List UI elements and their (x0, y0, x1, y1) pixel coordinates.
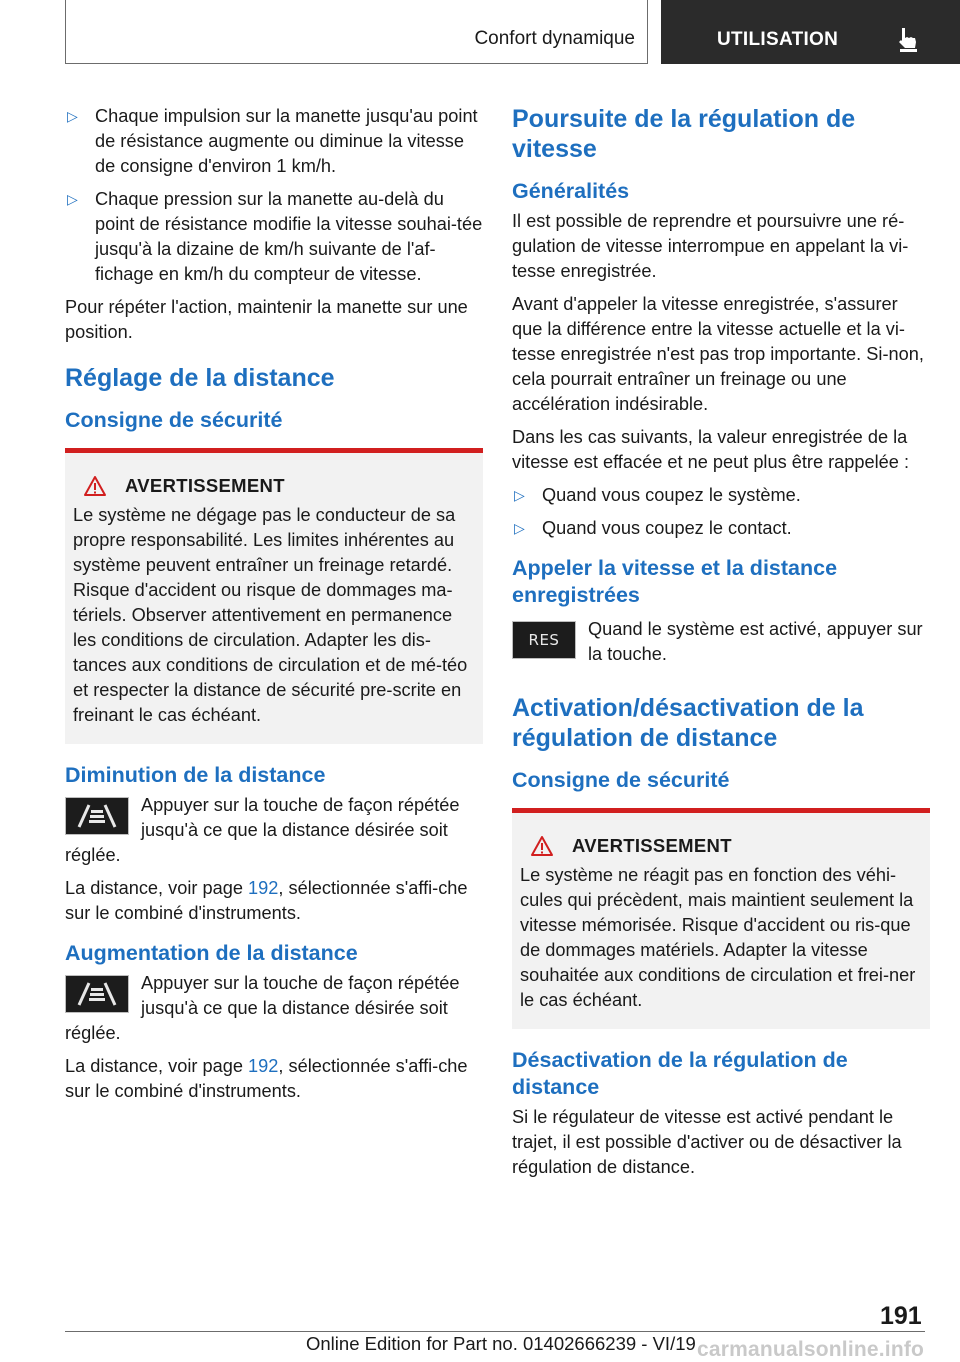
warning-text: Le système ne dégage pas le conducteur de sa propre responsabilité. Les limites inhérentes au système peuvent entraîner un freinage retardé. Risque d'accident ou risque de dommages ma-tériels. Observer attentivement en permanence les conditions de circulation. Adapter les dis-tances aux conditions de circulation et de mé-téo et respecter la distance de sécurité pre-scrite en freinant le cas échéant. (73, 505, 468, 725)
triangle-bullet-icon: ▷ (67, 191, 78, 207)
header-chapter-tab (661, 0, 960, 64)
warning-triangle-icon (530, 835, 554, 857)
general-text: Il est possible de reprendre et poursuivre une ré-gulation de vitesse interrompue en appelant la vi-tesse enregistrée. (512, 211, 909, 281)
list-item: ▷ Chaque pression sur la manette au-delà du point de résistance modifie la vitesse souhai-tée jusqu'à la dizaine de km/h suivante de l'af-fichage en km/h du compteur de vitesse. (67, 189, 483, 284)
increase-block (65, 971, 483, 1054)
warning-text: Le système ne réagit pas en fonction des véhi-cules qui précèdent, mais maintient seulement la vitesse mémorisée. Risque d'accident ou ris-que de dommages matériels. Adapter la vitesse souhaitée aux conditions de circulation et frei-ner le cas échéant. (520, 865, 916, 1010)
repeat-paragraph: Pour répéter l'action, maintenir la manette sur une position. (65, 297, 468, 342)
triangle-bullet-icon: ▷ (514, 487, 525, 503)
decrease-reference: La distance, voir page 192, sélectionnée s'affi-che sur le combiné d'instruments. (65, 878, 468, 923)
increase-text: Appuyer sur la touche de façon répétée jusqu'à ce que la distance désirée soit réglée. (65, 973, 460, 1043)
header-section-box (65, 0, 648, 64)
distance-road-icon (75, 981, 119, 1007)
list-item: ▷ Chaque impulsion sur la manette jusqu'au point de résistance augmente ou diminue la vitesse de consigne d'environ 1 km/h. (67, 106, 478, 176)
header-section-title: Confort dynamique (474, 28, 635, 49)
distance-key-button (65, 975, 129, 1013)
list-item: ▷ Quand vous coupez le contact. (512, 516, 930, 541)
cases-text: Dans les cas suivants, la valeur enregistrée de la vitesse est effacée et ne peut plus être rappelée : (512, 427, 910, 472)
triangle-bullet-icon: ▷ (514, 520, 525, 536)
triangle-bullet-icon: ▷ (67, 108, 78, 124)
heading-safety-right: Consigne de sécurité (512, 768, 730, 792)
warning-box-left (65, 448, 483, 744)
decrease-block (65, 793, 483, 876)
deactivation-text: Si le régulateur de vitesse est activé pendant le trajet, il est possible d'activer ou de désactiver la régulation de distance. (512, 1107, 902, 1177)
watermark: carmanualsonline.info (697, 1338, 925, 1361)
hand-pointer-icon (896, 26, 920, 52)
heading-safety-left: Consigne de sécurité (65, 408, 283, 432)
warning-triangle-icon (83, 475, 107, 497)
recall-text: Quand le système est activé, appuyer sur la touche. (588, 619, 923, 664)
page-number: 191 (880, 1302, 922, 1330)
recall-block (512, 617, 930, 675)
header-chapter-title: UTILISATION (717, 29, 839, 50)
footer-edition: Online Edition for Part no. 01402666239 - VI/19 (306, 1333, 696, 1354)
distance-road-icon (75, 803, 119, 829)
decrease-text: Appuyer sur la touche de façon répétée jusqu'à ce que la distance désirée soit réglée. (65, 795, 460, 865)
heading-increase-distance: Augmentation de la distance (65, 941, 358, 965)
distance-key-button (65, 797, 129, 835)
warning-title: AVERTISSEMENT (530, 835, 922, 857)
footer-divider (65, 1331, 925, 1332)
res-key-button (512, 621, 576, 659)
heading-decrease-distance: Diminution de la distance (65, 763, 326, 787)
heading-deactivation: Désactivation de la régulation de distance (512, 1048, 848, 1099)
heading-resume-speed: Poursuite de la régulation de vitesse (512, 105, 856, 163)
list-item: ▷ Quand vous coupez le système. (512, 483, 930, 508)
left-column (65, 104, 483, 1112)
increase-reference: La distance, voir page 192, sélectionnée s'affi-che sur le combiné d'instruments. (65, 1056, 468, 1101)
page-link[interactable]: 192 (248, 878, 279, 898)
page-link[interactable]: 192 (248, 1056, 279, 1076)
warning-title: AVERTISSEMENT (83, 475, 475, 497)
heading-distance-setting: Réglage de la distance (65, 364, 335, 392)
warning-box-right (512, 808, 930, 1029)
before-text: Avant d'appeler la vitesse enregistrée, s'assurer que la différence entre la vitesse actuelle et la vi-tesse enregistrée n'est pas trop importante. Si-non, cela pourrait entraîner un freinage ou une accélération indésirable. (512, 294, 924, 414)
heading-recall: Appeler la vitesse et la distance enregistrées (512, 556, 838, 607)
heading-general: Généralités (512, 179, 630, 203)
res-key-label: RES (528, 631, 560, 649)
heading-activation: Activation/désactivation de la régulation de distance (512, 694, 864, 752)
right-column (512, 104, 930, 1188)
